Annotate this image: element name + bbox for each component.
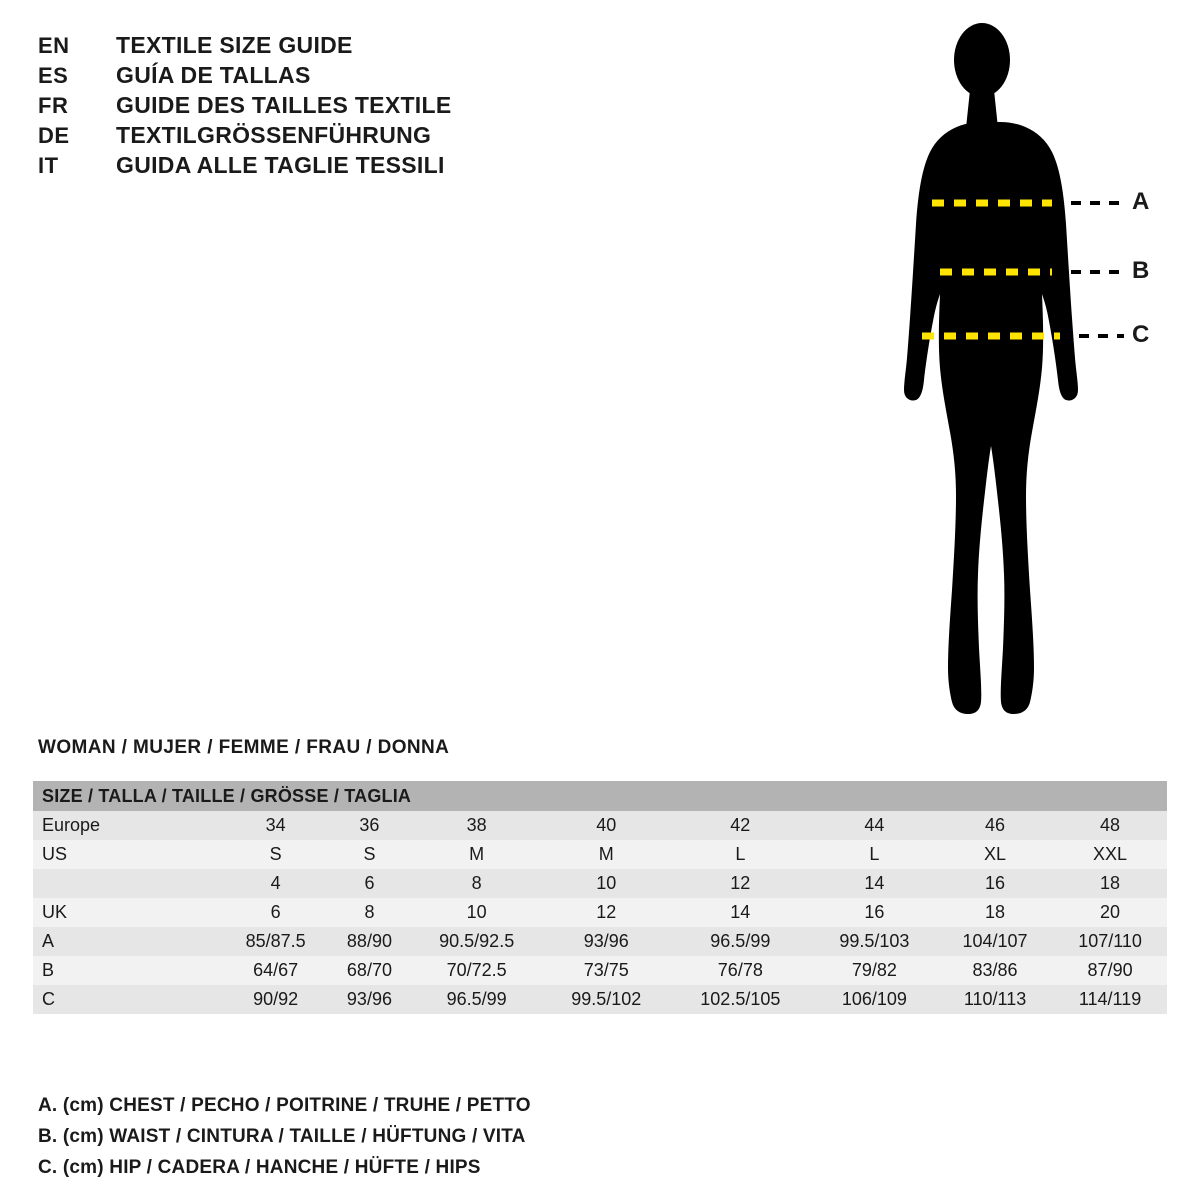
language-row — [38, 150, 598, 180]
marker-label-c: C — [1132, 321, 1150, 348]
table-cell: 18 — [1053, 869, 1167, 898]
table-row — [33, 898, 1167, 927]
table-cell: 4 — [222, 869, 329, 898]
row-label: C — [33, 985, 222, 1014]
table-cell: 107/110 — [1053, 927, 1167, 956]
table-cell: 90.5/92.5 — [410, 927, 544, 956]
table-cell: 102.5/105 — [669, 985, 812, 1014]
language-code: ES — [38, 63, 69, 88]
language-title: GUIDA ALLE TAGLIE TESSILI — [116, 152, 445, 178]
table-cell: 93/96 — [544, 927, 669, 956]
table-cell: 44 — [812, 811, 937, 840]
table-cell: XXL — [1053, 840, 1167, 869]
row-label — [33, 869, 222, 898]
table-cell: 96.5/99 — [410, 985, 544, 1014]
table-cell: 16 — [812, 898, 937, 927]
table-cell: 42 — [669, 811, 812, 840]
table-row — [33, 985, 1167, 1014]
table-cell: 68/70 — [329, 956, 409, 985]
table-cell: 70/72.5 — [410, 956, 544, 985]
table-cell: 64/67 — [222, 956, 329, 985]
table-header-label: SIZE / TALLA / TAILLE / GRÖSSE / TAGLIA — [33, 781, 1167, 811]
table-cell: 12 — [669, 869, 812, 898]
language-code: DE — [38, 123, 70, 148]
table-row — [33, 811, 1167, 840]
table-cell: 90/92 — [222, 985, 329, 1014]
section-caption: WOMAN / MUJER / FEMME / FRAU / DONNA — [38, 737, 450, 758]
table-cell: 16 — [937, 869, 1053, 898]
table-cell: 73/75 — [544, 956, 669, 985]
table-cell: 88/90 — [329, 927, 409, 956]
language-title-block — [38, 30, 598, 180]
table-cell: S — [222, 840, 329, 869]
table-row — [33, 956, 1167, 985]
row-label: A — [33, 927, 222, 956]
marker-label-a: A — [1132, 188, 1150, 215]
table-cell: L — [669, 840, 812, 869]
language-title: GUIDE DES TAILLES TEXTILE — [116, 92, 452, 118]
size-table — [33, 781, 1167, 1014]
language-code: EN — [38, 33, 70, 58]
table-cell: 110/113 — [937, 985, 1053, 1014]
row-label: UK — [33, 898, 222, 927]
table-cell: 79/82 — [812, 956, 937, 985]
table-cell: 104/107 — [937, 927, 1053, 956]
table-header-row — [33, 781, 1167, 811]
table-cell: S — [329, 840, 409, 869]
table-cell: 83/86 — [937, 956, 1053, 985]
table-cell: 48 — [1053, 811, 1167, 840]
table-cell: 114/119 — [1053, 985, 1167, 1014]
table-cell: 93/96 — [329, 985, 409, 1014]
table-cell: 34 — [222, 811, 329, 840]
table-cell: 6 — [329, 869, 409, 898]
legend-line-b: B. (cm) WAIST / CINTURA / TAILLE / HÜFTUNG / VITA — [38, 1126, 526, 1147]
row-label: US — [33, 840, 222, 869]
table-cell: L — [812, 840, 937, 869]
row-label: Europe — [33, 811, 222, 840]
measurement-legend — [38, 1090, 738, 1183]
table-cell: M — [410, 840, 544, 869]
table-cell: 96.5/99 — [669, 927, 812, 956]
table-cell: 8 — [329, 898, 409, 927]
language-row — [38, 60, 598, 90]
language-title: TEXTILE SIZE GUIDE — [116, 32, 353, 58]
language-code: FR — [38, 93, 69, 118]
table-cell: 10 — [410, 898, 544, 927]
table-cell: 12 — [544, 898, 669, 927]
table-row — [33, 840, 1167, 869]
table-cell: 85/87.5 — [222, 927, 329, 956]
table-cell: XL — [937, 840, 1053, 869]
table-cell: 87/90 — [1053, 956, 1167, 985]
table-cell: 14 — [812, 869, 937, 898]
table-cell: 18 — [937, 898, 1053, 927]
table-cell: 20 — [1053, 898, 1167, 927]
language-row — [38, 90, 598, 120]
table-cell: 10 — [544, 869, 669, 898]
language-title: GUÍA DE TALLAS — [116, 62, 311, 88]
table-cell: 99.5/102 — [544, 985, 669, 1014]
marker-label-b: B — [1132, 257, 1150, 284]
table-cell: M — [544, 840, 669, 869]
table-cell: 6 — [222, 898, 329, 927]
table-cell: 40 — [544, 811, 669, 840]
table-cell: 46 — [937, 811, 1053, 840]
silhouette-icon — [904, 23, 1078, 714]
table-cell: 14 — [669, 898, 812, 927]
table-cell: 36 — [329, 811, 409, 840]
legend-line-a: A. (cm) CHEST / PECHO / POITRINE / TRUHE / PETTO — [38, 1095, 531, 1116]
row-label: B — [33, 956, 222, 985]
table-row — [33, 927, 1167, 956]
language-title: TEXTILGRÖSSENFÜHRUNG — [116, 122, 432, 148]
language-row — [38, 30, 598, 60]
legend-line-c: C. (cm) HIP / CADERA / HANCHE / HÜFTE / HIPS — [38, 1157, 481, 1178]
language-row — [38, 120, 598, 150]
table-cell: 38 — [410, 811, 544, 840]
language-code: IT — [38, 153, 59, 178]
table-cell: 106/109 — [812, 985, 937, 1014]
table-cell: 76/78 — [669, 956, 812, 985]
female-silhouette-figure — [860, 18, 1180, 738]
table-cell: 8 — [410, 869, 544, 898]
table-row — [33, 869, 1167, 898]
table-cell: 99.5/103 — [812, 927, 937, 956]
